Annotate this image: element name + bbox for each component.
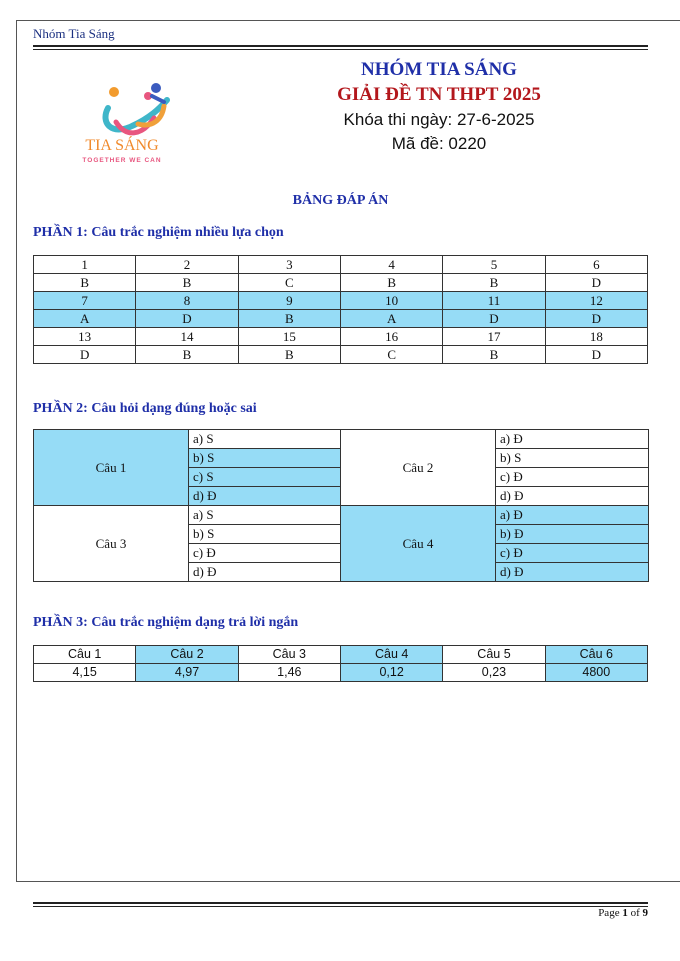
exam-date: Khóa thi ngày: 27-6-2025 — [343, 110, 535, 129]
q2-answer-a: a) Đ — [496, 430, 649, 449]
table-row — [34, 346, 648, 364]
exam-code: Mã đề: 0220 — [391, 134, 487, 153]
q3-answer-d: d) Đ — [189, 563, 341, 582]
exam-title: GIẢI ĐỀ TN THPT 2025 — [337, 84, 541, 105]
q1-answer-c: c) S — [189, 468, 341, 487]
q4-label: Câu 4 — [341, 506, 496, 582]
q4-answer-d: d) Đ — [496, 563, 649, 582]
table-cell: B — [34, 274, 136, 292]
part3-value-cell: 4,97 — [136, 664, 238, 682]
q3-answer-a: a) S — [189, 506, 341, 525]
table-cell: D — [443, 310, 545, 328]
part3-value-cell: 4800 — [545, 664, 647, 682]
part3-header-cell: Câu 5 — [443, 646, 545, 664]
tia-sang-logo — [72, 78, 202, 173]
part3-header-cell: Câu 4 — [340, 646, 442, 664]
table-cell: 7 — [34, 292, 136, 310]
part3-header-cell: Câu 2 — [136, 646, 238, 664]
table-row — [34, 274, 648, 292]
part3-table — [33, 645, 648, 682]
table-cell: D — [136, 310, 238, 328]
part1-table — [33, 255, 648, 364]
table-cell: 3 — [238, 256, 340, 274]
table-cell: 15 — [238, 328, 340, 346]
q2-answer-c: c) Đ — [496, 468, 649, 487]
part3-value-cell: 1,46 — [238, 664, 340, 682]
q2-answer-d: d) Đ — [496, 487, 649, 506]
q1-answer-d: d) Đ — [189, 487, 341, 506]
table-cell: D — [545, 310, 647, 328]
q4-answer-c: c) Đ — [496, 544, 649, 563]
table-cell: A — [34, 310, 136, 328]
part3-header-cell: Câu 6 — [545, 646, 647, 664]
table-cell: 18 — [545, 328, 647, 346]
header-rule-thick — [33, 45, 648, 47]
part3-value-cell: 0,23 — [443, 664, 545, 682]
q1-answer-a: a) S — [189, 430, 341, 449]
table-row — [34, 256, 648, 274]
table-cell: A — [340, 310, 442, 328]
header-rule-thin — [33, 49, 648, 50]
part2-heading: PHẦN 2: Câu hỏi dạng đúng hoặc sai — [33, 401, 257, 416]
table-cell: B — [136, 274, 238, 292]
q3-label: Câu 3 — [34, 506, 189, 582]
q3-answer-b: b) S — [189, 525, 341, 544]
footer-rule-thin — [33, 906, 648, 907]
table-row — [34, 310, 648, 328]
group-title: NHÓM TIA SÁNG — [361, 59, 517, 80]
table-cell: 17 — [443, 328, 545, 346]
table-cell: 13 — [34, 328, 136, 346]
table-cell: 4 — [340, 256, 442, 274]
table-cell: C — [340, 346, 442, 364]
table-row — [34, 328, 648, 346]
table-cell: B — [238, 310, 340, 328]
footer-rule-thick — [33, 902, 648, 904]
part3-value-cell: 4,15 — [34, 664, 136, 682]
q1-label: Câu 1 — [34, 430, 189, 506]
part3-header-cell: Câu 1 — [34, 646, 136, 664]
answer-table-title: BẢNG ĐÁP ÁN — [292, 193, 389, 208]
table-cell: B — [443, 346, 545, 364]
logo-tagline: TOGETHER WE CAN — [82, 157, 162, 164]
table-cell: 16 — [340, 328, 442, 346]
part3-header-cell: Câu 3 — [238, 646, 340, 664]
part3-value-cell: 0,12 — [340, 664, 442, 682]
table-cell: C — [238, 274, 340, 292]
table-cell: B — [443, 274, 545, 292]
table-cell: 14 — [136, 328, 238, 346]
table-cell: B — [238, 346, 340, 364]
page-number: Page 1 of 9 — [598, 907, 648, 919]
q2-answer-b: b) S — [496, 449, 649, 468]
table-cell: 8 — [136, 292, 238, 310]
table-cell: 6 — [545, 256, 647, 274]
q4-answer-b: b) Đ — [496, 525, 649, 544]
table-cell: 2 — [136, 256, 238, 274]
table-cell: 9 — [238, 292, 340, 310]
table-cell: 12 — [545, 292, 647, 310]
part3-heading: PHẦN 3: Câu trắc nghiệm dạng trả lời ngắn — [33, 615, 299, 630]
q4-answer-a: a) Đ — [496, 506, 649, 525]
running-header: Nhóm Tia Sáng — [33, 26, 115, 41]
q1-answer-b: b) S — [189, 449, 341, 468]
table-cell: D — [545, 274, 647, 292]
title-block — [300, 58, 578, 156]
table-cell: D — [34, 346, 136, 364]
table-cell: 10 — [340, 292, 442, 310]
table-row — [34, 292, 648, 310]
table-cell: 1 — [34, 256, 136, 274]
q2-label: Câu 2 — [341, 430, 496, 506]
part2-table — [33, 429, 649, 582]
table-cell: 11 — [443, 292, 545, 310]
table-cell: B — [340, 274, 442, 292]
logo-name: TIA SÁNG — [85, 137, 159, 154]
table-cell: 5 — [443, 256, 545, 274]
table-cell: D — [545, 346, 647, 364]
q3-answer-c: c) Đ — [189, 544, 341, 563]
table-cell: B — [136, 346, 238, 364]
part1-heading: PHẦN 1: Câu trắc nghiệm nhiều lựa chọn — [33, 225, 284, 240]
